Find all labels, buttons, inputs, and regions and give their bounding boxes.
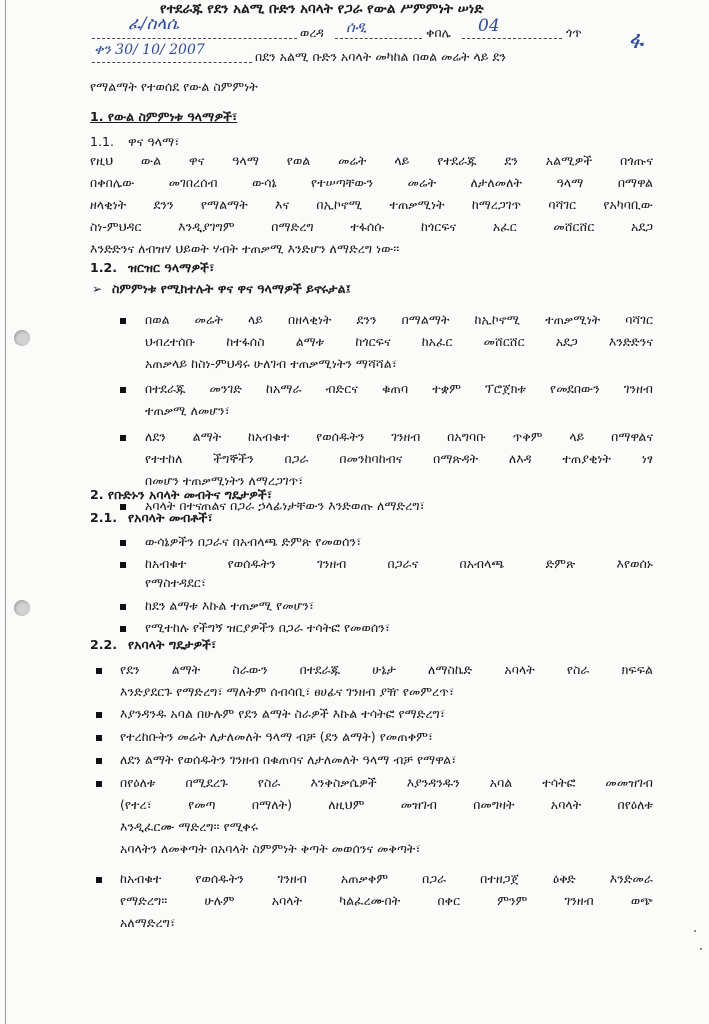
bullet-square-icon	[96, 712, 102, 718]
bullet-line: የተተከለ ችግኞችን በጋራ በመንከባከብና በማጽዳት ለእዳ ተጠያቂነት ነፃ	[145, 451, 653, 466]
got-label: ጎጥ	[566, 25, 582, 40]
bullet-line: ተጠቃሚ ለመሆን፣	[145, 403, 230, 418]
handwritten-date: ቀን 30/ 10/ 2007	[94, 42, 205, 58]
bullet-line: እንድያደርጉ የማድረግ፣ ማለትም ሰብሳቢ፣ ፀሀፊና ገንዘብ ያዥ የመምረጥ፣	[120, 684, 454, 699]
paragraph-line: ስነ-ምህዳር እንዲያገግም በማድረግ ተፋሰሱ ከጎርፍና አፈር መሸርሸር አደጋ	[90, 219, 653, 234]
bullet-line: የተረከቡትን መሬት ለታለመለት ዓላማ ብቻ (ደን ልማት) የመጠቀም፣	[120, 729, 434, 744]
section-2-heading: 2. የቡድኑን አባላት መብትና ግዴታዎች፣	[90, 487, 272, 502]
fill-line	[335, 38, 422, 39]
section-1-1-title: ዋና ዓላማ፣	[128, 134, 180, 149]
section-1-2-title: ዝርዝር ዓላማዎች፣	[128, 260, 215, 275]
bullet-line: አባላትን ለመቅጣት በአባላት ስምምነት ቅጣት መወሰንና መቅጣት፣	[120, 841, 421, 856]
bullet-line: በየዕለቱ በሚደረጉ የስራ እንቅስቃሴዎች እያንዳንዱን አባል ተሳትፎ መመዝገብ	[120, 775, 653, 790]
bullet-square-icon	[120, 504, 126, 510]
binder-hole	[14, 600, 30, 616]
bullet-line: ውሳኔዎችን በጋራና በአብላጫ ድምጽ የመወሰን፣	[145, 534, 362, 549]
bullet-square-icon	[96, 758, 102, 764]
section-1-1-number: 1.1.	[90, 134, 115, 149]
kebele-label: ቀበሌ	[426, 25, 452, 40]
bullet-square-icon	[96, 877, 102, 883]
bullet-line: ከደን ልማቱ እኩል ተጠቃሚ የመሆን፣	[145, 598, 315, 613]
bullet-line: የማድረግ፡፡ ሁሉም አባላት ካልፈረሙበት በቀር ምንም ገንዘብ ወጭ	[120, 893, 653, 908]
bullet-square-icon	[120, 387, 126, 393]
bullet-line: የሚተከሉ የችግኝ ዝርያዎችን በጋራ ተሳትፎ የመወሰን፣	[145, 620, 391, 635]
bullet-square-icon	[120, 318, 126, 324]
bullet-line: በወል መሬት ላይ በዘላቂነት ደንን በማልማት ከኢኮኖሚ ተጠቃሚነት ባሻገር	[145, 312, 653, 327]
bullet-square-icon	[96, 781, 102, 787]
bullet-square-icon	[120, 540, 126, 546]
bullet-line: በመሆን ተጠቃሚነትን ለማረጋገጥ፣	[145, 473, 304, 488]
bullet-line: እንዲፈርሙ ማድረግ፡፡ የሚቀሩ	[120, 819, 258, 834]
paragraph-line: በቀበሌው መገበረሰብ ውሳኔ የተሠጣቸውን መሬት ለታለመለት ዓላማ በማዋል	[90, 175, 653, 190]
handwritten-woreda: ሰዲ	[346, 18, 367, 36]
scan-speck	[700, 948, 702, 950]
binder-hole	[14, 330, 30, 346]
bullet-square-icon	[120, 562, 126, 568]
bullet-line: ከአብቁተ የወሰዱትን ገንዘብ በጋራና በአብላጫ ድምጽ እየወሰኑ	[145, 556, 653, 571]
scan-speck	[694, 930, 696, 932]
bullet-square-icon	[96, 735, 102, 741]
bullet-line: እያንዳንዱ አባል በሁሉም የደን ልማት ስራዎች እኩል ተሳትፎ የማድረግ፣	[120, 706, 445, 721]
bullet-line: ለደን ልማት የወሰዱትን ገንዘብ በቁጠባና ለታለመለት ዓላማ ብቻ የማዋል፣	[120, 752, 457, 767]
section-2-2-title: የአባላት ግዴታዎች፣	[128, 637, 217, 652]
handwritten-kebele: 04	[478, 16, 500, 36]
scan-edge	[5, 0, 6, 1024]
page-title: የተደራጁ የደን አልሚ ቡድን አባላት የጋራ የውል ሥምምነት ሠነድ	[160, 1, 484, 17]
intro-line-2: በደን አልሚ ቡድን አባላት መካከል በወል መሬት ላይ ደን	[255, 49, 507, 64]
bullet-line: አባላት በተናጠልና በጋራ ኃላፊነታቸውን እንድወጡ ለማድረግ፣	[145, 498, 425, 513]
section-1-2-number: 1.2.	[90, 260, 118, 275]
lead-line: ስምምነቱ የሚከተሉት ዋና ዋና ዓላማዎች ይኖሩታል፤	[112, 281, 351, 296]
paragraph-line: ዘላቂነት ደንን የማልማት እና በኢኮኖሚ ተጠቃሚነት ከማረጋገጥ ባሻገር የአካባቢው	[90, 197, 653, 212]
bullet-square-icon	[120, 604, 126, 610]
fill-line	[462, 38, 562, 39]
arrow-bullet-icon: ➢	[92, 282, 103, 296]
paragraph-line: እንድድንና ለብዝሃ ህይወት ሃብት ተጠቃሚ እንድሆን ለማድረግ ነው፡፡	[90, 241, 400, 256]
fill-line	[92, 38, 297, 39]
handwritten-name: ፈ/ስላሴ	[128, 14, 180, 34]
bullet-line: የማስተዳደር፣	[145, 575, 207, 590]
bullet-line: ከአብቁተ የወሰዱትን ገንዘብ አጠቃቀም በጋራ በተዘጋጀ ዕቅድ እንድመራ	[120, 871, 653, 886]
intro-line-3: የማልማት የተወሰደ የውል ስምምነት	[90, 79, 258, 94]
section-1-heading: 1. የውል ስምምነቱ ዓላማዎች፣	[90, 109, 238, 124]
bullet-line: በተደራጁ መንገድ ከአማራ ብድርና ቁጠባ ተቋም ፕሮጀክቱ የመደበውን ገንዘብ	[145, 381, 653, 396]
bullet-line: ህብረተሰቡ ከተፋሰስ ልማቱ ከጎርፍና ከአፈር መሸርሸር አደጋ እንድድንና	[145, 334, 653, 349]
bullet-line: ለደን ልማት ከአብቁተ የወሰዱትን ገንዘብ በአግባቡ ጥቅም ላይ በማዋልና	[145, 429, 653, 444]
bullet-square-icon	[120, 435, 126, 441]
bullet-line: አጠቃላይ ከስነ-ምህዳሩ ሁለገብ ተጠቃሚነትን ማሻሻል፣	[145, 356, 397, 371]
margin-mark: ፋ	[628, 26, 644, 54]
bullet-square-icon	[120, 626, 126, 632]
bullet-square-icon	[96, 668, 102, 674]
section-2-2-number: 2.2.	[90, 637, 118, 652]
section-2-1-title: የአባላት መብቶች፣	[128, 510, 213, 525]
bullet-line: (የተረ፣ የመጣ በማለት) ለዚህም መዝገብ በመግዛት አባላት በየዕለቱ	[120, 797, 653, 812]
fill-line	[92, 62, 252, 63]
woreda-label: ወረዳ	[300, 25, 324, 40]
bullet-line: አለማድረግ፣	[120, 915, 176, 930]
section-2-1-number: 2.1.	[90, 510, 118, 525]
bullet-line: የደን ልማት ስራውን በተደራጁ ሁኔታ ለማስኬድ አባላት የስራ ክፍፍል	[120, 662, 653, 677]
paragraph-line: የዚህ ውል ዋና ዓላማ የወል መሬት ላይ የተደራጁ ደን አልሚዎች በጎጡና	[90, 153, 653, 168]
